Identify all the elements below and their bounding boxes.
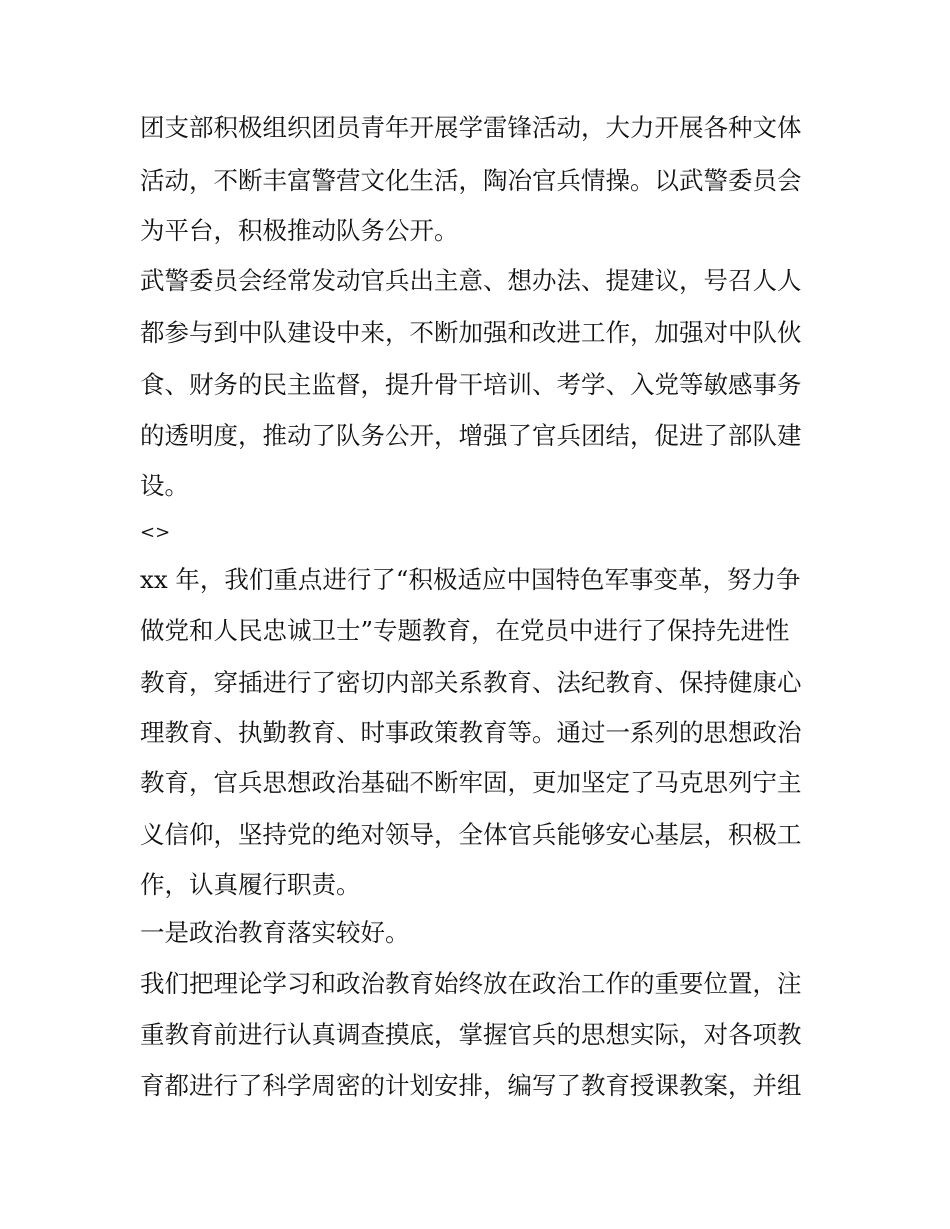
text-line: 的透明度，推动了队务公开，增强了官兵团结，促进了部队建: [140, 421, 802, 450]
text-line: 作，认真履行职责。: [140, 870, 361, 899]
text-line: 教育，穿插进行了密切内部关系教育、法纪教育、保持健康心: [140, 668, 802, 697]
text-line: 理教育、执勤教育、时事政策教育等。通过一系列的思想政治: [140, 718, 802, 747]
text-line: 设。: [140, 471, 189, 500]
text-line: 都参与到中队建设中来，不断加强和改进工作，加强对中队伙: [140, 318, 802, 347]
text-line: 做党和人民忠诚卫士”专题教育，在党员中进行了保持先进性: [140, 616, 790, 645]
text-line: 武警委员会经常发动官兵出主意、想办法、提建议，号召人人: [140, 266, 802, 295]
text-line: 育都进行了科学周密的计划安排，编写了教育授课教案，并组: [140, 1071, 802, 1100]
text-line: 活动，不断丰富警营文化生活，陶冶官兵情操。以武警委员会: [140, 166, 802, 195]
text-line: 食、财务的民主监督，提升骨干培训、考学、入党等敏感事务: [140, 370, 802, 399]
section-marker: <>: [140, 522, 171, 543]
text-line: 重教育前进行认真调查摸底，掌握官兵的思想实际，对各项教: [140, 1020, 802, 1049]
text-line: 一是政治教育落实较好。: [140, 918, 410, 947]
text-line: xx 年，我们重点进行了“积极适应中国特色军事变革，努力争: [140, 565, 801, 594]
text-line: 为平台，积极推动队务公开。: [140, 216, 459, 245]
text-line: 我们把理论学习和政治教育始终放在政治工作的重要位置，注: [140, 969, 802, 998]
text-line: 教育，官兵思想政治基础不断牢固，更加坚定了马克思列宁主: [140, 768, 802, 797]
text-line: 义信仰，坚持党的绝对领导，全体官兵能够安心基层，积极工: [140, 820, 802, 849]
text-line: 团支部积极组织团员青年开展学雷锋活动，大力开展各种文体: [140, 113, 802, 142]
